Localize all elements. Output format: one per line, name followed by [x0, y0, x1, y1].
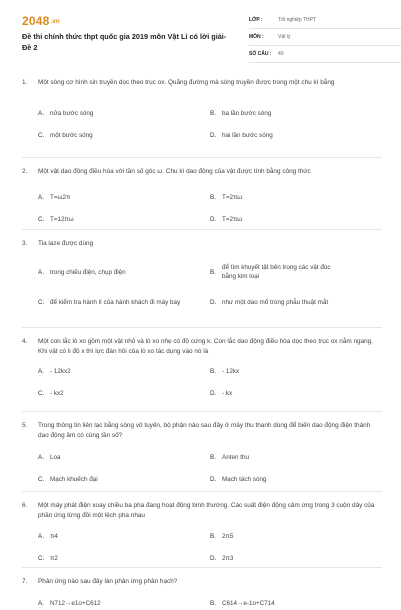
answer-options [22, 102, 382, 146]
answer-options [22, 186, 382, 230]
question-text: Phản ứng nào sau đây làn phản ứng phản hạch? [38, 578, 178, 585]
question-prompt [22, 421, 382, 441]
option-b[interactable]: B. C614→e-1o+C714 [210, 599, 275, 607]
question-prompt [22, 78, 382, 88]
question-prompt [22, 167, 382, 177]
option-d[interactable]: D. như một dao mổ trong phẫu thuật mắt [210, 298, 329, 306]
meta-value: Vật lý [278, 34, 291, 40]
document-meta [249, 15, 401, 66]
option-a[interactable]: A. T=ω2π [38, 193, 71, 201]
answer-options [22, 446, 382, 490]
logo-suffix: .vn [50, 18, 60, 25]
option-c[interactable]: C. Mạch khuếch đại [38, 475, 98, 483]
option-a[interactable]: A. nửa bước sóng [38, 109, 94, 117]
option-d[interactable]: D. Mạch tách sóng [210, 475, 267, 483]
document-header [22, 14, 382, 64]
option-b[interactable]: B. T=2πω [210, 193, 243, 201]
document-title: Đề thi chính thức thpt quốc gia 2019 môn Vật Lí có lời giải-Đề 2 [22, 32, 227, 52]
option-c[interactable]: C. để kiểm tra hành lí của hành khách đi máy bay [38, 298, 181, 306]
option-a[interactable]: A. trong chiếu điện, chụp điện [38, 268, 126, 276]
option-c[interactable]: C. - kx2 [38, 389, 64, 397]
answer-options [22, 360, 382, 404]
meta-key: SỐ CÂU : [249, 51, 272, 57]
question-text: Một máy phát điện xoay chiều ba pha đang hoạt động bình thường. Các suất điện động cảm ứng trong 3 cuộn dây của phần ứng từng đôi một lệch pha nhau [38, 502, 375, 519]
answer-options [22, 596, 382, 610]
question-number: 5. [22, 422, 28, 429]
question-7 [22, 568, 382, 608]
question-text: Tia laze được dùng [38, 240, 94, 247]
option-b[interactable]: B. ba lần bước sóng [210, 109, 272, 117]
answer-options [22, 257, 382, 317]
question-number: 3. [22, 240, 28, 247]
option-d[interactable]: D. - kx [210, 389, 233, 397]
meta-value: Tốt nghiệp THPT [278, 17, 316, 23]
question-text: Trong thông tin liên lạc bằng sóng vô tuyến, bộ phận nào sau đây ở máy thu thanh dùng để biến dao động điện thành dao động âm có cùng tần số? [38, 422, 371, 439]
option-d[interactable]: D. 2π3 [210, 554, 234, 562]
meta-key: LỚP : [249, 17, 263, 23]
meta-value: 40 [278, 51, 284, 57]
question-prompt [22, 577, 382, 587]
option-c[interactable]: C. T=12πω [38, 215, 74, 223]
question-number: 7. [22, 578, 28, 585]
meta-key: MÔN : [249, 34, 264, 40]
option-d[interactable]: D. T=2πω [210, 215, 243, 223]
question-text: Một con lắc lò xo gồm một vật nhỏ và lò xo nhẹ có độ cứng k. Con lắc dao động điều hòa dọc theo trục ox nằm ngang. Khi vật có li độ x thì lực đàn hồi của lò xo tác dụng vào nó là [38, 338, 374, 355]
option-b[interactable]: B. - 12kx [210, 367, 240, 375]
question-prompt [22, 501, 382, 521]
option-b[interactable]: B. để tìm khuyết tật bên trong các vật đúc bằng kim loại [210, 264, 331, 280]
meta-subject [249, 32, 401, 46]
option-b[interactable]: B. 2π5 [210, 532, 234, 540]
option-a[interactable]: A. N712→e1o+C612 [38, 599, 101, 607]
logo-text: 2048 [22, 14, 50, 28]
meta-question-count [249, 49, 401, 63]
question-number: 1. [22, 79, 28, 86]
option-c[interactable]: C. π2 [38, 554, 58, 562]
question-list [22, 78, 382, 608]
option-d[interactable]: D. hai lần bước sóng [210, 131, 273, 139]
answer-options [22, 525, 382, 569]
option-c[interactable]: C. một bước sóng [38, 131, 93, 139]
option-b[interactable]: B. Anten thu [210, 453, 249, 461]
question-prompt [22, 337, 382, 357]
question-prompt [22, 239, 382, 249]
option-a[interactable]: A. - 12kx2 [38, 367, 71, 375]
question-6 [22, 492, 382, 568]
question-5 [22, 412, 382, 492]
option-a[interactable]: A. π4 [38, 532, 58, 540]
question-text: Một sóng cơ hình sin truyền dọc theo trục ox. Quãng đường mà sóng truyền được trong một chu kì bằng [38, 79, 335, 86]
meta-class [249, 15, 401, 29]
question-number: 4. [22, 338, 28, 345]
question-number: 2. [22, 168, 28, 175]
question-2 [22, 158, 382, 230]
question-1 [22, 78, 382, 158]
question-3 [22, 230, 382, 328]
site-logo[interactable] [22, 14, 60, 28]
option-a[interactable]: A. Loa [38, 453, 61, 461]
question-number: 6. [22, 502, 28, 509]
question-4 [22, 328, 382, 412]
question-text: Một vật dao động điều hòa với tần số góc ω. Chu kì dao động của vật được tính bằng công thức [38, 168, 311, 175]
